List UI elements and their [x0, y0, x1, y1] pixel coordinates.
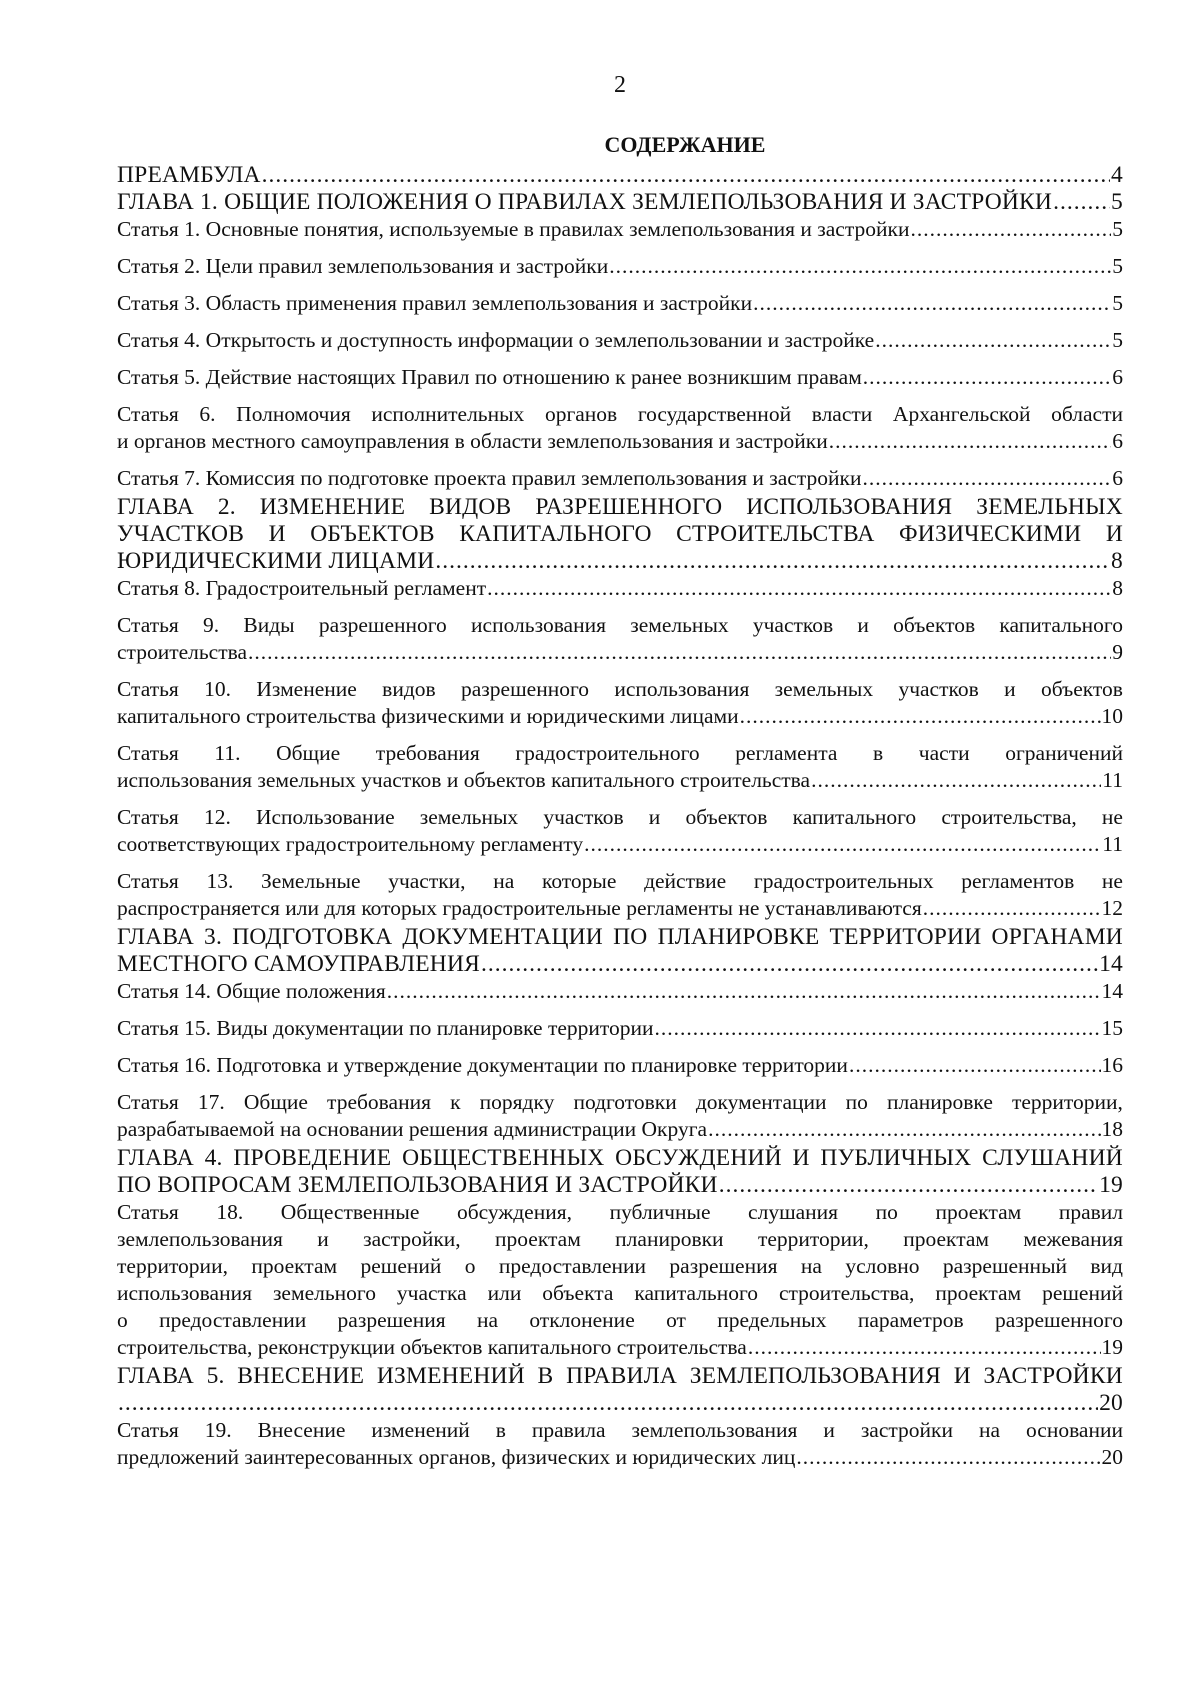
dot-leader — [655, 1015, 1101, 1042]
toc-article-entry[interactable] — [117, 612, 1123, 666]
dot-leader — [829, 428, 1112, 455]
dot-leader — [487, 575, 1111, 602]
toc-entry-text: ГЛАВА 3. ПОДГОТОВКА ДОКУМЕНТАЦИИ ПО ПЛАНИРОВКЕ ТЕРРИТОРИИ ОРГАНАМИ — [117, 924, 1123, 950]
dot-leader — [875, 327, 1111, 354]
toc-page-number: 20 — [1101, 1445, 1123, 1469]
toc-entry-text: соответствующих градостроительному регламенту — [117, 832, 584, 856]
toc-entry-text: ПО ВОПРОСАМ ЗЕМЛЕПОЛЬЗОВАНИЯ И ЗАСТРОЙКИ — [117, 1172, 718, 1198]
toc-page-number: 15 — [1101, 1016, 1123, 1040]
dot-leader — [849, 1052, 1101, 1079]
toc-article-entry[interactable] — [117, 804, 1123, 858]
toc-entry-text: использования земельного участка или объекта капитального строительства, проектам решений — [117, 1281, 1123, 1305]
toc-entry-text: Статья 7. Комиссия по подготовке проекта правил землепользования и застройки — [117, 466, 862, 490]
toc-page-number: 6 — [1112, 466, 1123, 490]
toc-entry-text: Статья 14. Общие положения — [117, 979, 386, 1003]
dot-leader — [796, 1444, 1100, 1471]
toc-page-number: 5 — [1112, 217, 1123, 241]
dot-leader — [708, 1116, 1100, 1143]
toc-article-entry[interactable] — [117, 1015, 1123, 1042]
toc-article-entry[interactable] — [117, 253, 1123, 280]
toc-article-entry[interactable] — [117, 1417, 1123, 1471]
toc-page-number: 4 — [1111, 162, 1123, 188]
toc-entry-text: и органов местного самоуправления в области землепользования и застройки — [117, 429, 828, 453]
dot-leader — [811, 767, 1101, 794]
toc-entry-text: Статья 19. Внесение изменений в правила землепользования и застройки на основании — [117, 1418, 1123, 1442]
toc-page-number: 5 — [1112, 254, 1123, 278]
dot-leader — [740, 703, 1101, 730]
toc-entry-text: Статья 5. Действие настоящих Правил по отношению к ранее возникшим правам — [117, 365, 862, 389]
toc-entry-text: ГЛАВА 2. ИЗМЕНЕНИЕ ВИДОВ РАЗРЕШЕННОГО ИСПОЛЬЗОВАНИЯ ЗЕМЕЛЬНЫХ — [117, 494, 1123, 520]
toc-article-entry[interactable] — [117, 401, 1123, 455]
toc-title: СОДЕРЖАНИЕ — [604, 132, 766, 157]
toc-entry-text: Статья 12. Использование земельных участков и объектов капитального строительства, не — [117, 805, 1123, 829]
toc-article-entry[interactable] — [117, 465, 1123, 492]
toc-article-entry[interactable] — [117, 364, 1123, 391]
toc-entry-text: строительства — [117, 640, 248, 664]
toc-page-number: 8 — [1111, 548, 1123, 574]
toc-entry-text: ПРЕАМБУЛА — [117, 162, 261, 188]
toc-page-number: 8 — [1112, 576, 1123, 600]
toc-page-number: 10 — [1101, 704, 1123, 728]
toc-chapter-entry[interactable] — [117, 1145, 1123, 1199]
toc-page-number: 19 — [1101, 1335, 1123, 1359]
toc-chapter-entry[interactable] — [117, 1363, 1123, 1417]
toc-page-number: 18 — [1101, 1117, 1123, 1141]
toc-article-entry[interactable] — [117, 216, 1123, 243]
toc-entry-text: распространяется или для которых градостроительные регламенты не устанавливаются — [117, 896, 922, 920]
toc-list — [117, 162, 1123, 1471]
toc-entry-text: УЧАСТКОВ И ОБЪЕКТОВ КАПИТАЛЬНОГО СТРОИТЕЛЬСТВА ФИЗИЧЕСКИМИ И — [117, 521, 1123, 547]
toc-article-entry[interactable] — [117, 1052, 1123, 1079]
toc-entry-text: Статья 16. Подготовка и утверждение документации по планировке территории — [117, 1053, 848, 1077]
toc-article-entry[interactable] — [117, 327, 1123, 354]
toc-article-entry[interactable] — [117, 676, 1123, 730]
toc-chapter-entry[interactable] — [117, 494, 1123, 575]
dot-leader — [118, 1390, 1098, 1417]
toc-entry-text: Статья 10. Изменение видов разрешенного использования земельных участков и объектов — [117, 677, 1123, 701]
toc-entry-text: строительства, реконструкции объектов капитального строительства — [117, 1335, 747, 1359]
toc-article-entry[interactable] — [117, 740, 1123, 794]
toc-entry-text: ЮРИДИЧЕСКИМИ ЛИЦАМИ — [117, 548, 435, 574]
dot-leader — [719, 1172, 1098, 1199]
dot-leader — [584, 831, 1101, 858]
dot-leader — [1053, 189, 1110, 216]
toc-page-number: 16 — [1101, 1053, 1123, 1077]
toc-page-number: 5 — [1111, 189, 1123, 215]
toc-entry-text: Статья 18. Общественные обсуждения, публичные слушания по проектам правил — [117, 1200, 1123, 1224]
dot-leader — [910, 216, 1111, 243]
toc-chapter-entry[interactable] — [117, 924, 1123, 978]
toc-entry-text: Статья 13. Земельные участки, на которые действие градостроительных регламентов не — [117, 869, 1123, 893]
toc-page-number: 6 — [1112, 429, 1123, 453]
dot-leader — [387, 978, 1101, 1005]
toc-entry-text: Статья 15. Виды документации по планировке территории — [117, 1016, 654, 1040]
toc-entry-text: Статья 9. Виды разрешенного использования земельных участков и объектов капитального — [117, 613, 1123, 637]
toc-page-number: 5 — [1112, 328, 1123, 352]
toc-entry-text: Статья 2. Цели правил землепользования и застройки — [117, 254, 609, 278]
dot-leader — [753, 290, 1111, 317]
toc-page-number: 19 — [1099, 1172, 1123, 1198]
toc-page-number: 14 — [1099, 951, 1123, 977]
toc-entry-text: Статья 4. Открытость и доступность информации о землепользовании и застройке — [117, 328, 875, 352]
toc-page-number: 20 — [1099, 1390, 1123, 1416]
toc-article-entry[interactable] — [117, 1089, 1123, 1143]
toc-chapter-entry[interactable] — [117, 162, 1123, 189]
toc-entry-text: разрабатываемой на основании решения администрации Округа — [117, 1117, 708, 1141]
toc-entry-text: ГЛАВА 5. ВНЕСЕНИЕ ИЗМЕНЕНИЙ В ПРАВИЛА ЗЕМЛЕПОЛЬЗОВАНИЯ И ЗАСТРОЙКИ — [117, 1363, 1123, 1389]
toc-page-number: 11 — [1102, 768, 1123, 792]
toc-article-entry[interactable] — [117, 868, 1123, 922]
dot-leader — [862, 465, 1111, 492]
toc-entry-text: предложений заинтересованных органов, физических и юридических лиц — [117, 1445, 796, 1469]
toc-article-entry[interactable] — [117, 978, 1123, 1005]
dot-leader — [748, 1334, 1101, 1361]
toc-entry-text: о предоставлении разрешения на отклонение от предельных параметров разрешенного — [117, 1308, 1123, 1332]
toc-entry-text: ГЛАВА 4. ПРОВЕДЕНИЕ ОБЩЕСТВЕННЫХ ОБСУЖДЕНИЙ И ПУБЛИЧНЫХ СЛУШАНИЙ — [117, 1145, 1123, 1171]
toc-entry-text: Статья 6. Полномочия исполнительных органов государственной власти Архангельской области — [117, 402, 1123, 426]
toc-entry-text: использования земельных участков и объектов капитального строительства — [117, 768, 811, 792]
toc-entry-text: ГЛАВА 1. ОБЩИЕ ПОЛОЖЕНИЯ О ПРАВИЛАХ ЗЕМЛЕПОЛЬЗОВАНИЯ И ЗАСТРОЙКИ — [117, 189, 1053, 215]
toc-page-number: 14 — [1101, 979, 1123, 1003]
toc-page-number: 9 — [1112, 640, 1123, 664]
toc-entry-text: Статья 8. Градостроительный регламент — [117, 576, 487, 600]
toc-entry-text: Статья 1. Основные понятия, используемые в правилах землепользования и застройки — [117, 217, 910, 241]
toc-page-number: 5 — [1112, 291, 1123, 315]
toc-page-number: 6 — [1112, 365, 1123, 389]
toc-article-entry[interactable] — [117, 290, 1123, 317]
dot-leader — [435, 548, 1110, 575]
toc-entry-text: МЕСТНОГО САМОУПРАВЛЕНИЯ — [117, 951, 481, 977]
toc-page-number: 12 — [1101, 896, 1123, 920]
dot-leader — [863, 364, 1111, 391]
dot-leader — [481, 951, 1098, 978]
toc-article-entry[interactable] — [117, 1199, 1123, 1361]
dot-leader — [609, 253, 1111, 280]
toc-entry-text: Статья 17. Общие требования к порядку подготовки документации по планировке территории, — [117, 1090, 1123, 1114]
toc-page-number: 11 — [1102, 832, 1123, 856]
toc-chapter-entry[interactable] — [117, 189, 1123, 216]
toc-entry-text: территории, проектам решений о предоставлении разрешения на условно разрешенный вид — [117, 1254, 1123, 1278]
toc-entry-text: Статья 11. Общие требования градостроительного регламента в части ограничений — [117, 741, 1123, 765]
dot-leader — [248, 639, 1111, 666]
dot-leader — [923, 895, 1101, 922]
toc-article-entry[interactable] — [117, 575, 1123, 602]
toc-entry-text: землепользования и застройки, проектам планировки территории, проектам межевания — [117, 1227, 1123, 1251]
table-of-contents — [117, 132, 1123, 1471]
toc-entry-text: Статья 3. Область применения правил землепользования и застройки — [117, 291, 753, 315]
page-number: 2 — [614, 72, 626, 98]
toc-entry-text: капитального строительства физическими и юридическими лицами — [117, 704, 739, 728]
dot-leader — [262, 162, 1110, 189]
